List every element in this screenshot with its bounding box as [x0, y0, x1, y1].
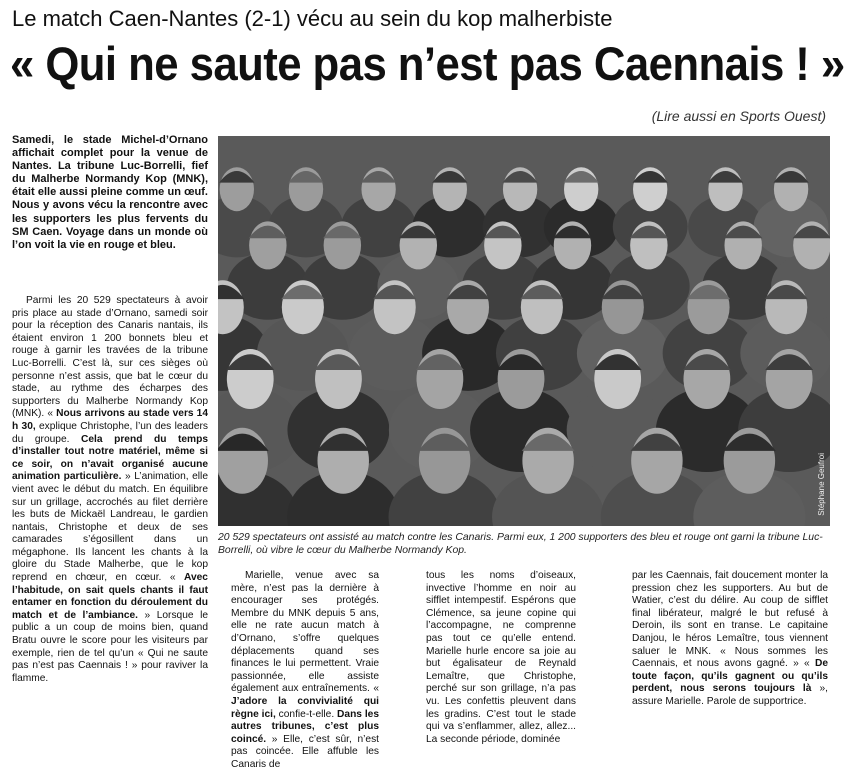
- quote-bold: De toute façon, qu’ils gagnent ou qu’ils perdent, nous serons toujours là: [632, 658, 828, 695]
- text-run: par les Caennais, fait doucement monter la pression chez les supporters. Au but de Watier, c’est du délire. Au coup de sifflet final libérateur, malgré le but refusé à Deroin, ils sont en transe. Le capitaine Danjou, le héros Lemaître, tous viennent saluer le MNK. « Nous sommes les Caennais, et nous avons gagné. » «: [632, 570, 828, 670]
- article-column-3: [426, 570, 576, 746]
- text-run: Parmi les 20 529 spectateurs à avoir pris place au stade d’Ornano, samedi soir pour la réception des Canaris nantais, ils étaient environ 1 200 bonnets bleu et rouge à garnir les travées de la tribune Luc-Borrelli. C’est là, sur ces sièges où personne n’est assis, que bat le cœur du stade, au rythme des écharpes des supporters du Malherbe Normandy Kop (MNK). «: [12, 295, 208, 420]
- paragraph: [231, 570, 379, 772]
- crowd-illustration: [218, 136, 830, 526]
- text-run: » Elle, c’est sûr, n’est pas coincée. Elle affuble les Canaris de: [231, 733, 379, 770]
- quote-bold: Avec l’habitude, on sait quels chants il faut entamer en fonction du déroulement du match et de l’ambiance.: [12, 572, 208, 621]
- photo-credit: Stéphane Geufroi: [817, 453, 826, 516]
- text-run: explique Christophe, l’un des leaders du groupe.: [12, 420, 208, 445]
- paragraph: [12, 295, 208, 685]
- paragraph: [632, 570, 828, 709]
- text-run: » Lorsque le public a un coup de moins bien, quand Bratu ouvre le score pour les visiteurs par exemple, rien de tel qu’un « Qui ne saute pas n’est pas Caennais ! » pour raviver la flamme.: [12, 609, 208, 684]
- paragraph: [426, 570, 576, 746]
- kicker: Le match Caen-Nantes (2-1) vécu au sein du kop malherbiste: [12, 6, 613, 31]
- text-run: confie-t-elle.: [275, 708, 335, 720]
- text-run: » L’animation, elle vient avec le début du match. En équilibre sur un grillage, accrochés au filet derrière les buts de Mickaël Landreau, le gardien nantais, Christophe et deux de ses camarades s’égosillent dans un mégaphone. Ils lancent les chants à la gloire du Stade Malherbe, que le kop reprend en chœur, en cœur. «: [12, 471, 208, 584]
- photo-caption: 20 529 spectateurs ont assisté au match contre les Canaris. Parmi eux, 1 200 supporters des bleu et rouge ont garni la tribune Luc-Borrelli, où vibre le cœur du Malherbe Normandy Kop.: [218, 532, 823, 556]
- article-column-4: [632, 570, 828, 709]
- quote-bold: Dans les autres tribunes, c’est plus coincé.: [231, 708, 379, 745]
- text-run: », assure Marielle. Parole de supportrice.: [632, 683, 828, 707]
- quote-bold: Nous arrivons au stade vers 14 h 30,: [12, 408, 209, 432]
- quote-bold: J’adore la convivialité qui règne ici,: [231, 695, 379, 720]
- lead-paragraph: Samedi, le stade Michel-d’Ornano affichait complet pour la venue de Nantes. La tribune Luc-Borrelli, fief du Malherbe Normandy Kop (MNK), était elle aussi pleine comme un œuf. Nous y avons vécu la rencontre avec les supporters les plus fervents du SM Caen. Voyage dans un monde où l’on voit la vie en rouge et bleu.: [12, 134, 208, 251]
- see-also-note: (Lire aussi en Sports Ouest): [651, 108, 826, 124]
- headline: « Qui ne saute pas n’est pas Caennais ! »: [10, 37, 845, 90]
- quote-bold: Cela prend du temps d’installer tout notre matériel, même si ce soir, on n’avait organisé aucune animation particulière.: [12, 433, 208, 483]
- crowd-photo: [218, 136, 830, 526]
- article-column-2: [231, 570, 379, 772]
- text-run: Marielle, venue avec sa mère, n’est pas la dernière à encourager ses protégés. Membre du MNK depuis 5 ans, elle ne rate aucun match à d’Ornano, s’offre quelques déplacements quand ses finances le lui permettent. Vraie passionnée, elle assiste également aux entraînements. «: [231, 570, 379, 695]
- text-run: tous les noms d’oiseaux, invective l’homme en noir au sifflet intempestif. Espérons que Clémence, sa jeune copine qui l’accompagne, ne comprenne pas tout ce qu’elle entend. Marielle hurle encore sa joie au but égalisateur de Reynald Lemaître, que Christophe, perché sur son grillage, n’a pas vu. Les confettis pleuvent dans les gradins. C’est tout le stade qui va s’enflammer, allez, allez... La seconde période, dominée: [426, 570, 576, 745]
- article-column-1: [12, 295, 208, 685]
